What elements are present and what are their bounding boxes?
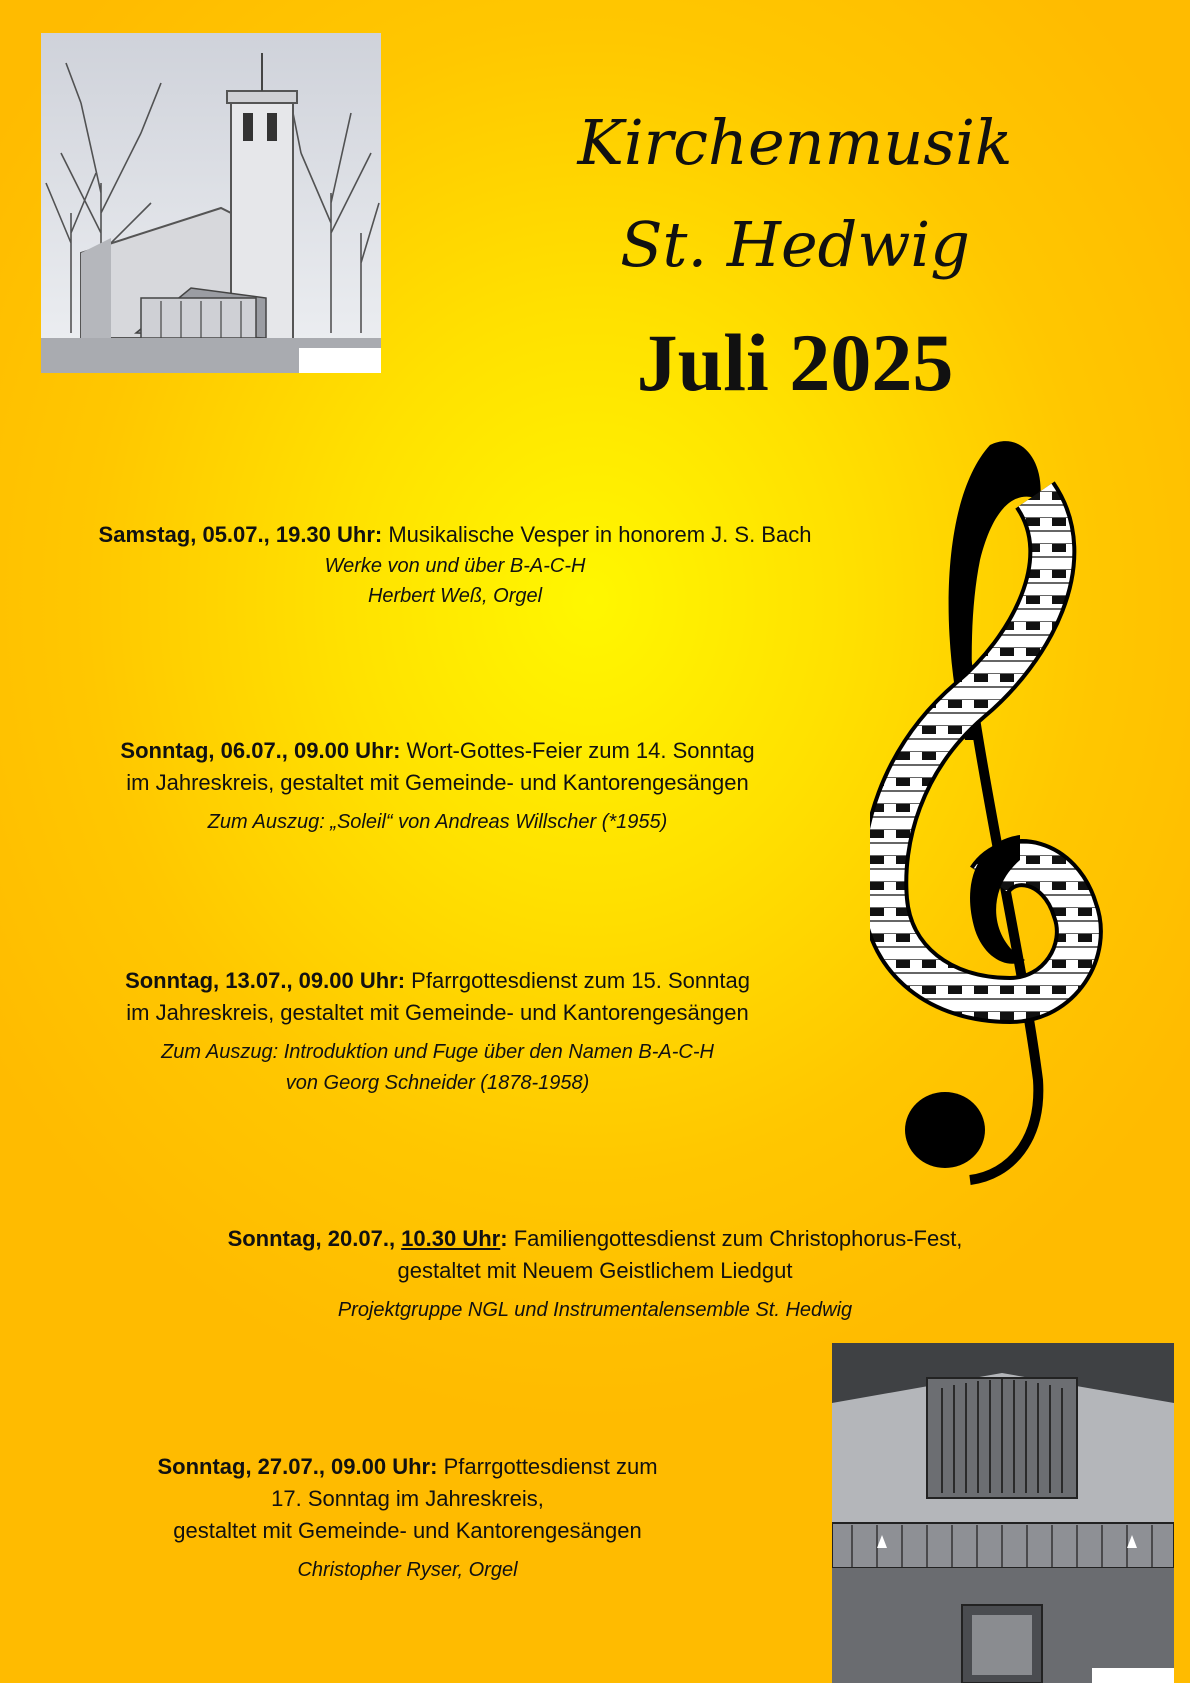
event-1-date: Samstag, 05.07., 19.30 Uhr: (98, 522, 383, 547)
event-1-detail-2: Herbert Weß, Orgel (367, 585, 543, 607)
event-4-title-line-2: gestaltet mit Neuem Geistlichem Liedgut (397, 1258, 793, 1283)
event-2-detail-1: Zum Auszug: „Soleil“ von Andreas Willscher (*1955) (207, 811, 668, 833)
event-3-detail-2: von Georg Schneider (1878-1958) (285, 1072, 590, 1094)
event-2-title: Wort-Gottes-Feier zum 14. Sonntag (406, 738, 755, 763)
event-1-detail-1: Werke von und über B-A-C-H (324, 555, 586, 577)
event-3-title: Pfarrgottesdienst zum 15. Sonntag (411, 968, 750, 993)
event-3 (40, 965, 835, 1099)
church-photo (41, 33, 381, 373)
event-4-date-prefix: Sonntag, 20.07., (227, 1226, 402, 1251)
event-5 (80, 1451, 735, 1586)
event-4-date-suffix: : (500, 1226, 508, 1251)
month-heading: Juli 2025 (636, 317, 954, 408)
organ-photo (832, 1343, 1174, 1683)
event-2 (40, 735, 835, 838)
event-5-title-line-2: 17. Sonntag im Jahreskreis, (271, 1486, 544, 1511)
event-5-date: Sonntag, 27.07., 09.00 Uhr: (157, 1454, 438, 1479)
event-4 (140, 1223, 1050, 1326)
event-5-detail-1: Christopher Ryser, Orgel (297, 1559, 518, 1581)
event-1 (40, 519, 870, 612)
event-1-title: Musikalische Vesper in honorem J. S. Bach (388, 522, 812, 547)
event-4-time: 10.30 Uhr (401, 1226, 501, 1251)
title-line-1: Kirchenmusik (577, 106, 1013, 179)
event-2-date: Sonntag, 06.07., 09.00 Uhr: (120, 738, 401, 763)
event-3-title-line-2: im Jahreskreis, gestaltet mit Gemeinde- und Kantorengesängen (126, 1000, 749, 1025)
event-4-detail-1: Projektgruppe NGL und Instrumentalensemble St. Hedwig (337, 1299, 853, 1321)
title-line-2: St. Hedwig (620, 208, 970, 281)
event-4-title: Familiengottesdienst zum Christophorus-Fest, (513, 1226, 963, 1251)
event-5-title: Pfarrgottesdienst zum (443, 1454, 658, 1479)
event-3-detail-1: Zum Auszug: Introduktion und Fuge über den Namen B-A-C-H (161, 1041, 714, 1063)
treble-clef-piano-icon (870, 440, 1150, 1200)
event-2-title-line-2: im Jahreskreis, gestaltet mit Gemeinde- und Kantorengesängen (126, 770, 749, 795)
event-5-title-line-3: gestaltet mit Gemeinde- und Kantorengesängen (173, 1518, 642, 1543)
event-3-date: Sonntag, 13.07., 09.00 Uhr: (125, 968, 406, 993)
